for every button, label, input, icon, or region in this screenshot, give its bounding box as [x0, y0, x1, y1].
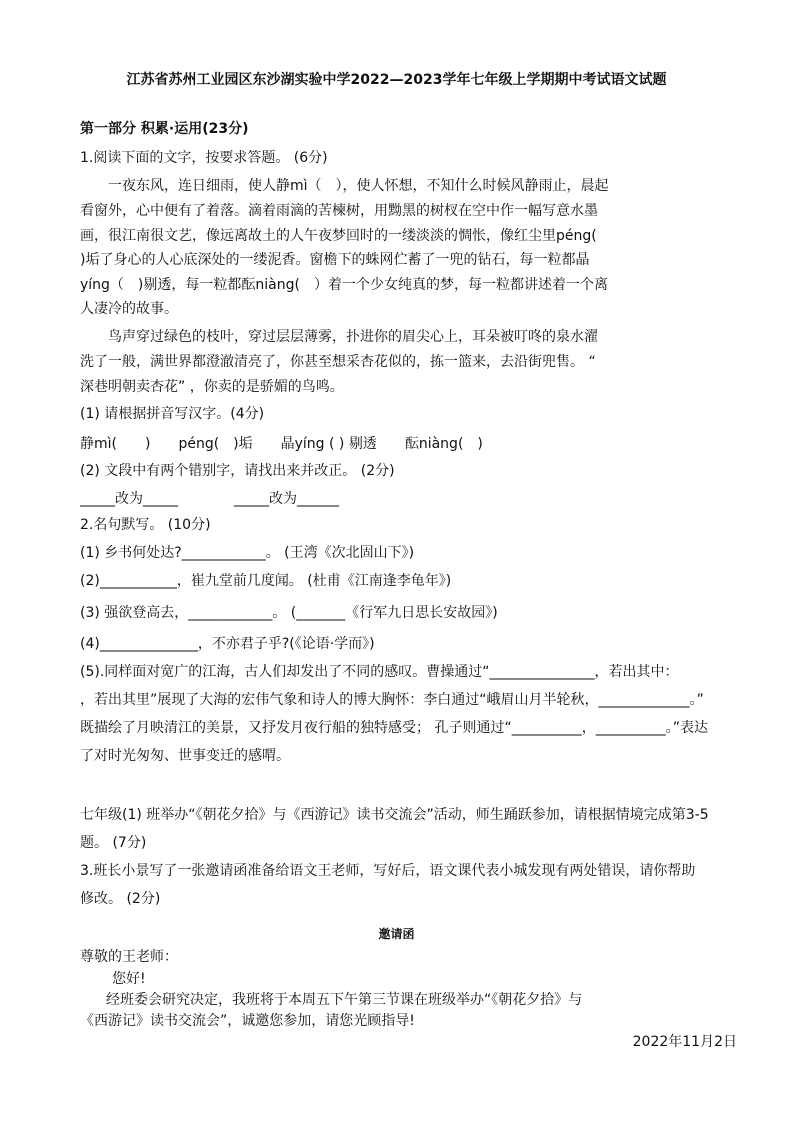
sub-question: (1) 请根据拼音写汉字。(4分)	[80, 406, 265, 422]
recitation-item: (3) 强欲登高去，____________。 (_______《行军九日思长安故园》)	[80, 605, 498, 621]
answer-blanks: _____改为_____ _____改为______	[80, 491, 339, 507]
letter-body: 《西游记》读书交流会”，诚邀您参加，请您光顾指导!	[80, 1013, 415, 1029]
letter-date: 2022年11月2日	[632, 1034, 737, 1050]
recitation-item: (2)___________，崔九堂前几度闻。 (杜甫《江南逢李龟年》)	[80, 573, 452, 589]
passage-line: 一夜东风，连日细雨，使人静mì（ ），使人怀想，不知什么时候风静雨止，晨起	[80, 178, 609, 194]
recitation-item: ，若出其里”展现了大海的宏伟气象和诗人的博大胸怀：李白通过“峨眉山月半轮秋，_____________。”	[80, 692, 704, 708]
recitation-item: 既描绘了月映清江的美景，又抒发月夜行船的独特感受； 孔子则通过“__________，__________。”表达	[80, 720, 708, 736]
letter-heading: 邀请函	[378, 927, 415, 941]
sub-question: (2) 文段中有两个错别字，请找出来并改正。 (2分)	[80, 463, 395, 479]
passage-line: )垢了身心的人心底深处的一缕泥香。窗檐下的蛛网伫蓄了一兜的钻石，每一粒都晶	[80, 252, 590, 268]
letter-salutation: 尊敬的王老师：	[80, 949, 178, 965]
letter-body: 经班委会研究决定，我班将于本周五下午第三节课在班级举办“《朝花夕拾》与	[106, 992, 583, 1008]
activity-intro: 题。 (7分)	[80, 835, 147, 851]
question-3-prompt: 3.班长小景写了一张邀请函准备给语文王老师，写好后，语文课代表小城发现有两处错误，请你帮助	[80, 863, 696, 879]
recitation-item: (5).同样面对宽广的江海，古人们却发出了不同的感叹。曹操通过“_______________，若出其中：	[80, 664, 679, 680]
question-2-prompt: 2.名句默写。 (10分)	[80, 517, 211, 533]
passage-line: 人凄冷的故事。	[80, 301, 178, 317]
document-title: 江苏省苏州工业园区东沙湖实验中学2022—2023学年七年级上学期期中考试语文试题	[126, 72, 667, 88]
recitation-item: (4)______________，不亦君子乎?(《论语·学而》)	[80, 636, 375, 652]
passage-line: 看窗外，心中便有了着落。滴着雨滴的苦楝树，用黝黑的树杈在空中作一幅写意水墨	[80, 203, 598, 219]
pinyin-answer-line: 静mì( ) péng( )垢 晶yíng ( ) 剔透 酝niàng( )	[80, 436, 483, 452]
question-3-prompt: 修改。 (2分)	[80, 891, 161, 907]
section-heading: 第一部分 积累·运用(23分)	[80, 121, 249, 137]
recitation-item: 了对时光匆匆、世事变迁的感喟。	[80, 748, 290, 764]
letter-greeting: 您好!	[112, 971, 146, 987]
passage-line: 洗了一般，满世界都澄澈清亮了，你甚至想采杏花似的，拣一篮来，去沿街兜售。 “	[80, 354, 596, 370]
question-1-prompt: 1.阅读下面的文字，按要求答题。 (6分)	[80, 150, 328, 166]
passage-line: 鸟声穿过绿色的枝叶，穿过层层薄雾，扑进你的眉尖心上，耳朵被叮咚的泉水濯	[80, 329, 598, 345]
recitation-item: (1) 乡书何处达?____________。 (王湾《次北固山下》)	[80, 545, 415, 561]
passage-line: 画，很江南很文艺，像远离故土的人午夜梦回时的一缕淡淡的惆怅，像红尘里péng(	[80, 228, 597, 244]
passage-line: yíng（ )剔透，每一粒都酝niàng( ）着一个少女纯真的梦，每一粒都讲述着一个离	[80, 277, 608, 293]
activity-intro: 七年级(1) 班举办“《朝花夕拾》与《西游记》读书交流会”活动，师生踊跃参加，请根据情境完成第3-5	[80, 807, 709, 823]
passage-line: 深巷明朝卖杏花” ，你卖的是骄媚的鸟鸣。	[80, 379, 344, 395]
